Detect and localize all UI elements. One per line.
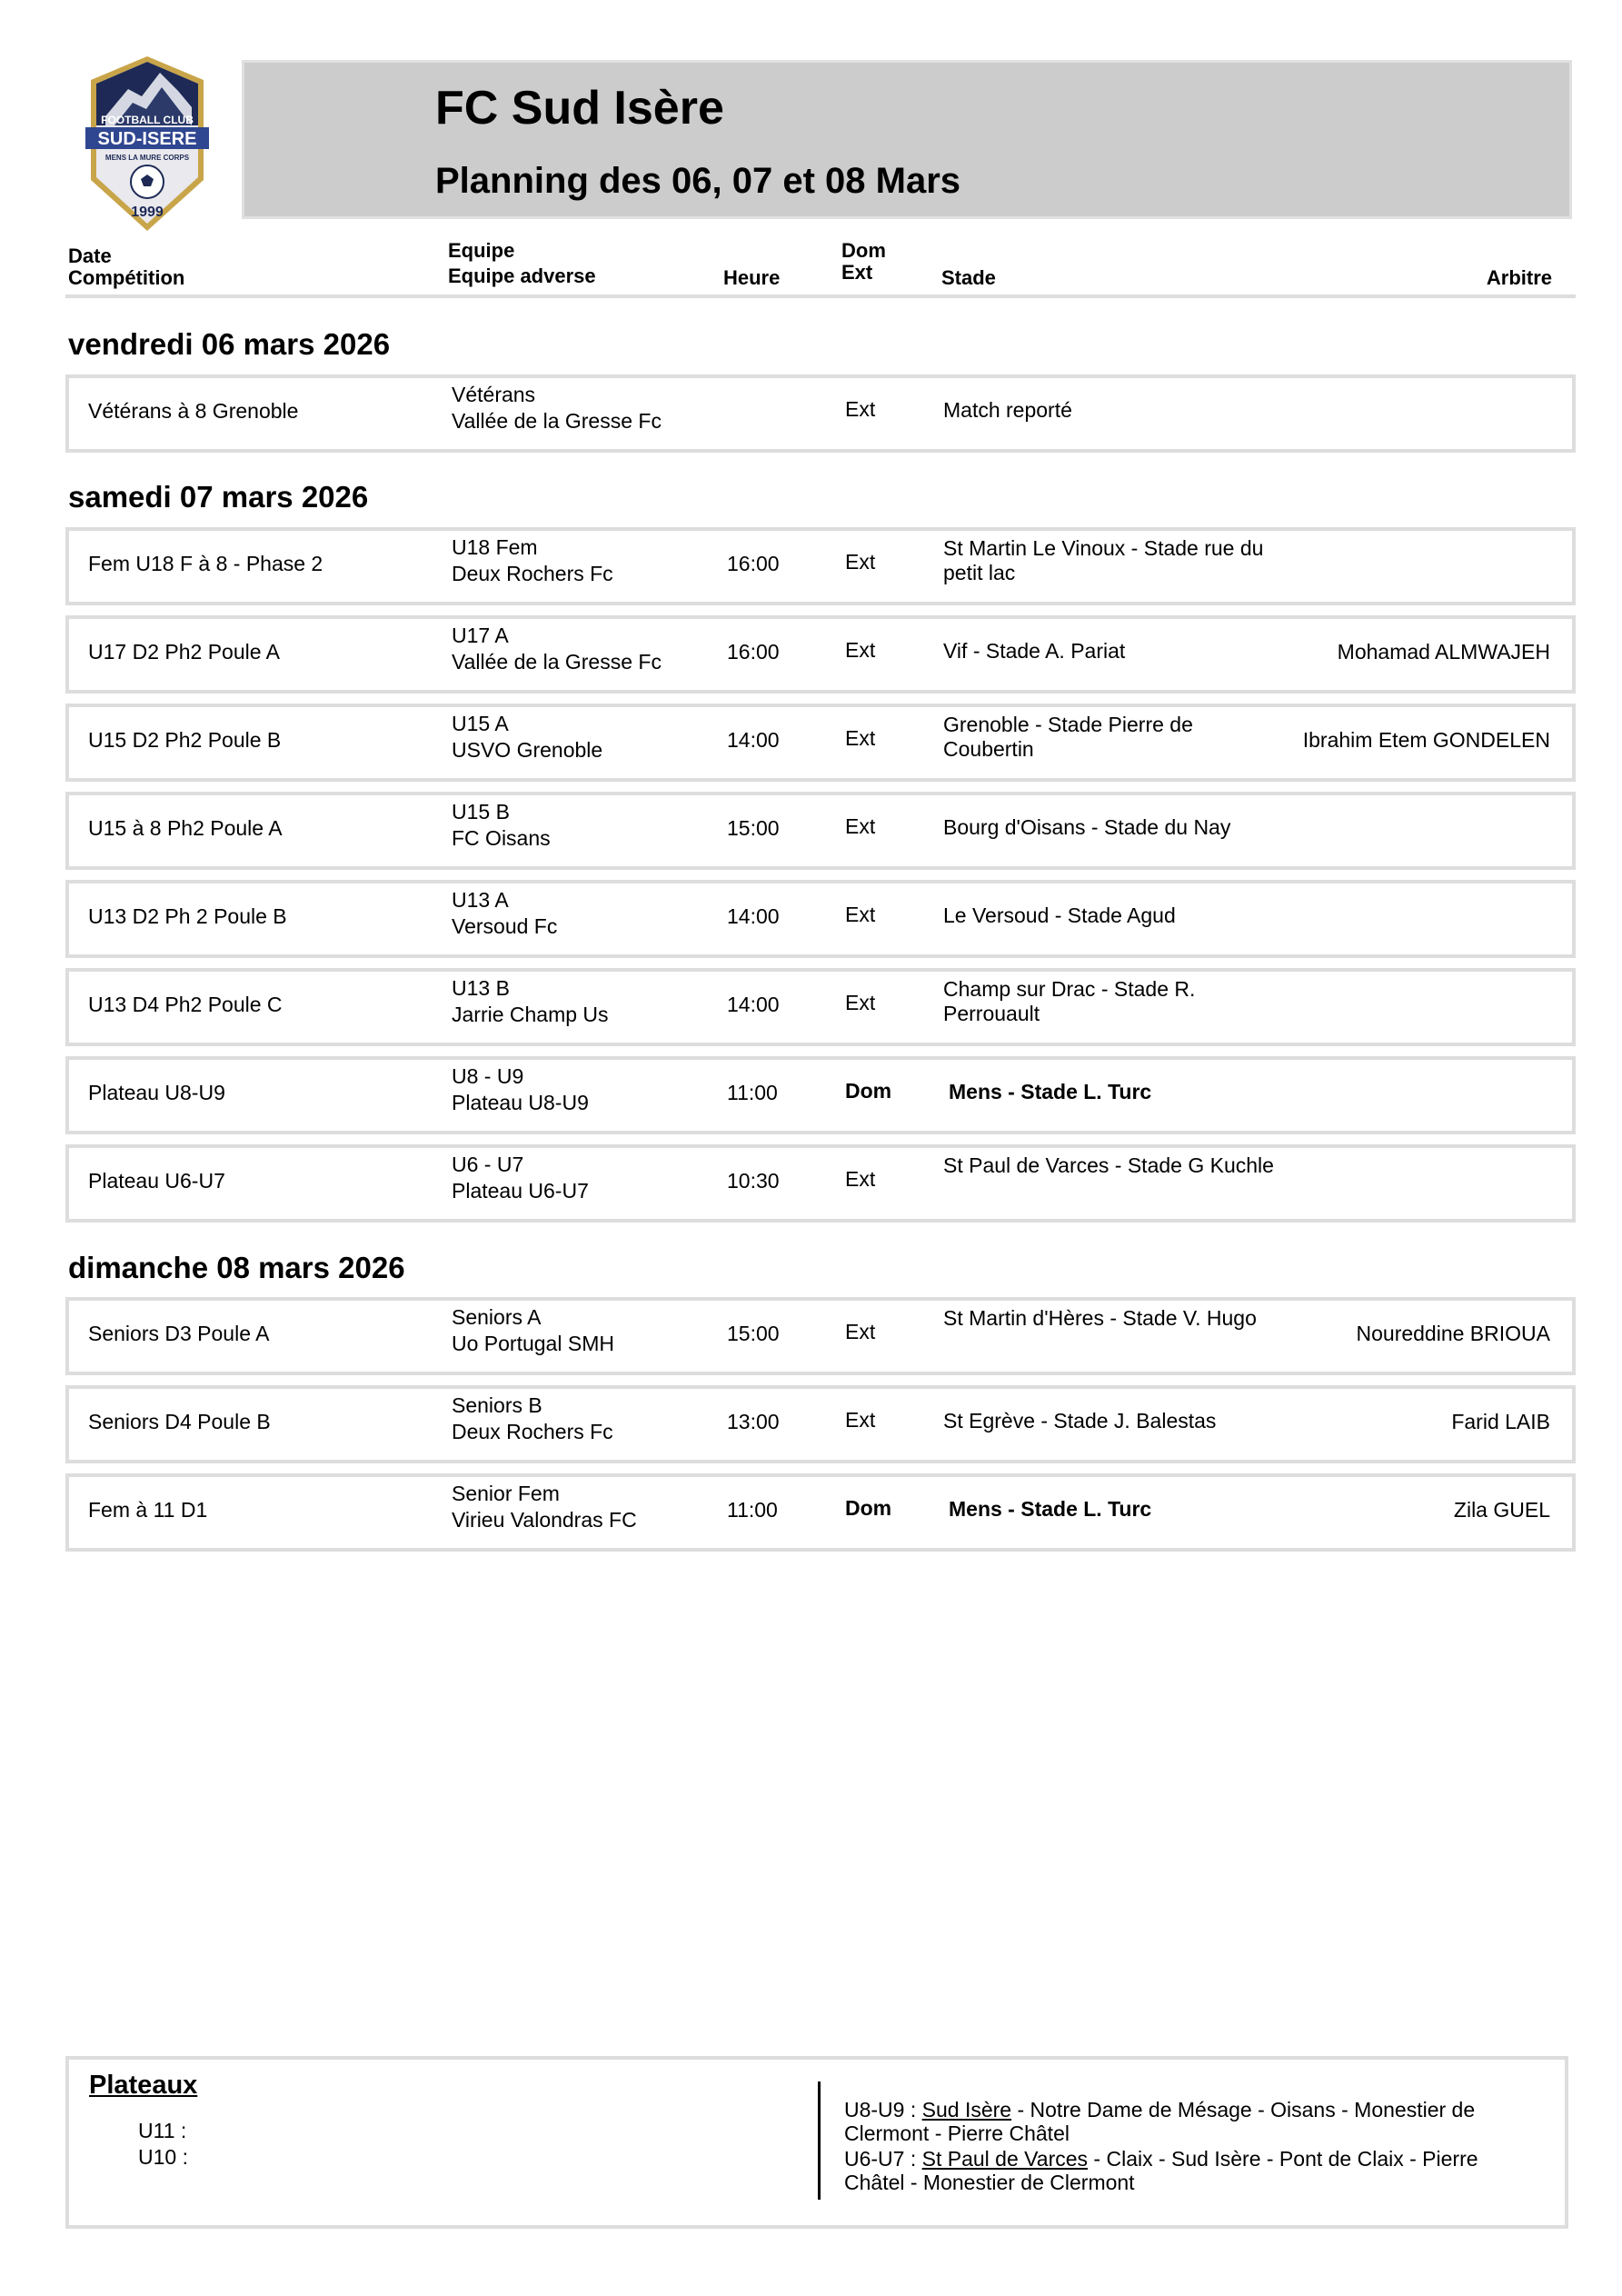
match-row[interactable]: [65, 374, 1576, 453]
home-away: Ext: [845, 638, 876, 662]
plateaux-title: Plateaux: [89, 2071, 198, 2100]
match-row[interactable]: [65, 615, 1576, 694]
col-ext: Ext: [841, 261, 873, 284]
competition: Vétérans à 8 Grenoble: [88, 399, 299, 423]
home-away: Dom: [845, 1079, 892, 1103]
col-heure: Heure: [723, 266, 781, 289]
kickoff-time: 13:00: [727, 1410, 780, 1433]
team: U15 A USVO Grenoble: [452, 712, 603, 762]
col-equipe: Equipe: [448, 239, 515, 262]
team: U17 A Vallée de la Gresse Fc: [452, 624, 662, 674]
competition: U13 D2 Ph 2 Poule B: [88, 904, 287, 928]
team: Seniors B Deux Rochers Fc: [452, 1393, 613, 1443]
competition: Fem à 11 D1: [88, 1498, 208, 1522]
home-away: Ext: [845, 726, 876, 750]
page-title: FC Sud Isère: [435, 82, 724, 135]
home-away: Ext: [845, 814, 876, 838]
stadium: St Egrève - Stade J. Balestas: [943, 1409, 1217, 1433]
match-row[interactable]: [65, 1056, 1576, 1134]
stadium: Match reporté: [943, 398, 1072, 422]
stadium: Mens - Stade L. Turc: [949, 1497, 1152, 1521]
home-away: Ext: [845, 1320, 876, 1343]
column-headers: [65, 238, 1576, 298]
match-row[interactable]: [65, 527, 1576, 605]
kickoff-time: 11:00: [727, 1081, 778, 1104]
team: U13 B Jarrie Champ Us: [452, 976, 609, 1026]
col-arbitre: Arbitre: [1486, 266, 1552, 289]
match-row[interactable]: [65, 1144, 1576, 1223]
day-heading: dimanche 08 mars 2026: [68, 1251, 405, 1284]
home-away: Ext: [845, 1408, 876, 1432]
col-dom: Dom: [841, 239, 886, 262]
kickoff-time: 14:00: [727, 728, 780, 752]
kickoff-time: 11:00: [727, 1498, 778, 1522]
kickoff-time: 15:00: [727, 1322, 780, 1345]
match-row[interactable]: [65, 968, 1576, 1046]
day-heading: samedi 07 mars 2026: [68, 480, 369, 514]
team: U8 - U9 Plateau U8-U9: [452, 1064, 589, 1114]
stadium: Mens - Stade L. Turc: [949, 1080, 1152, 1103]
competition: Plateau U8-U9: [88, 1081, 225, 1104]
kickoff-time: 16:00: [727, 552, 780, 575]
logo-text-football-club: FOOTBALL CLUB: [101, 114, 194, 126]
match-row[interactable]: [65, 1385, 1576, 1463]
col-competition: Compétition: [68, 266, 185, 289]
competition: U15 à 8 Ph2 Poule A: [88, 816, 283, 840]
kickoff-time: 15:00: [727, 816, 780, 840]
col-date: Date: [68, 245, 112, 267]
team: U15 B FC Oisans: [452, 800, 551, 850]
plateau-u6-u7: U6-U7 : St Paul de Varces - Claix - Sud Isère - Pont de Claix - Pierre Châtel - Monestier de Clermont: [844, 2147, 1478, 2194]
match-row[interactable]: [65, 880, 1576, 958]
plateau-u10: U10 :: [138, 2145, 188, 2169]
plateaux-u10-u11: [138, 2118, 188, 2171]
home-away: Ext: [845, 550, 876, 574]
col-equipe-adverse: Equipe adverse: [448, 265, 596, 287]
team: U6 - U7 Plateau U6-U7: [452, 1153, 589, 1203]
plateau-u11: U11 :: [138, 2119, 187, 2142]
plateau-u6-u7-host: St Paul de Varces: [921, 2147, 1089, 2171]
match-row[interactable]: [65, 1297, 1576, 1375]
competition: Fem U18 F à 8 - Phase 2: [88, 552, 323, 575]
stadium: Bourg d'Oisans - Stade du Nay: [943, 815, 1231, 839]
competition: Plateau U6-U7: [88, 1169, 225, 1193]
match-row[interactable]: [65, 1473, 1576, 1552]
kickoff-time: 14:00: [727, 904, 780, 928]
home-away: Ext: [845, 903, 876, 926]
competition: U13 D4 Ph2 Poule C: [88, 993, 283, 1016]
logo-text-towns: MENS LA MURE CORPS: [104, 154, 190, 162]
stadium: Le Versoud - Stade Agud: [943, 903, 1176, 927]
match-row[interactable]: [65, 704, 1576, 782]
kickoff-time: 14:00: [727, 993, 780, 1016]
referee: Ibrahim Etem GONDELEN: [1302, 728, 1550, 752]
referee: Mohamad ALMWAJEH: [1337, 640, 1550, 664]
plateaux-details: [844, 2098, 1535, 2196]
club-logo: [78, 53, 216, 235]
team: Vétérans Vallée de la Gresse Fc: [452, 383, 662, 433]
referee: Noureddine BRIOUA: [1356, 1322, 1550, 1345]
home-away: Dom: [845, 1496, 892, 1520]
plateau-u8-u9-host: Sud Isère: [921, 2098, 1012, 2121]
team: U18 Fem Deux Rochers Fc: [452, 535, 613, 585]
home-away: Ext: [845, 1167, 876, 1191]
competition: U17 D2 Ph2 Poule A: [88, 640, 280, 664]
kickoff-time: 10:30: [727, 1169, 780, 1193]
plateaux-divider: [818, 2081, 821, 2200]
stadium: Champ sur Drac - Stade R. Perrouault: [943, 977, 1196, 1025]
home-away: Ext: [845, 397, 876, 421]
stadium: Vif - Stade A. Pariat: [943, 639, 1126, 663]
competition: U15 D2 Ph2 Poule B: [88, 728, 282, 752]
stadium: St Martin d'Hères - Stade V. Hugo: [943, 1306, 1257, 1330]
col-stade: Stade: [941, 266, 996, 289]
day-heading: vendredi 06 mars 2026: [68, 327, 391, 361]
competition: Seniors D3 Poule A: [88, 1322, 270, 1345]
team: Seniors A Uo Portugal SMH: [452, 1305, 614, 1355]
team: U13 A Versoud Fc: [452, 888, 558, 938]
plateau-u8-u9: U8-U9 : Sud Isère - Notre Dame de Mésage - Oisans - Monestier de Clermont - Pierre Châtel: [844, 2098, 1476, 2145]
competition: Seniors D4 Poule B: [88, 1410, 271, 1433]
match-row[interactable]: [65, 792, 1576, 870]
referee: Farid LAIB: [1451, 1410, 1550, 1433]
home-away: Ext: [845, 991, 876, 1014]
page-subtitle: Planning des 06, 07 et 08 Mars: [435, 161, 961, 201]
stadium: St Paul de Varces - Stade G Kuchle: [943, 1153, 1274, 1177]
stadium: St Martin Le Vinoux - Stade rue du petit lac: [943, 536, 1264, 584]
stadium: Grenoble - Stade Pierre de Coubertin: [943, 713, 1193, 761]
logo-text-year: 1999: [131, 205, 164, 220]
referee: Zila GUEL: [1453, 1498, 1550, 1522]
plateaux-box: [65, 2056, 1568, 2229]
kickoff-time: 16:00: [727, 640, 780, 664]
team: Senior Fem Virieu Valondras FC: [452, 1482, 637, 1532]
title-banner: [242, 60, 1572, 219]
logo-text-sud-isere: SUD-ISERE: [97, 129, 197, 149]
